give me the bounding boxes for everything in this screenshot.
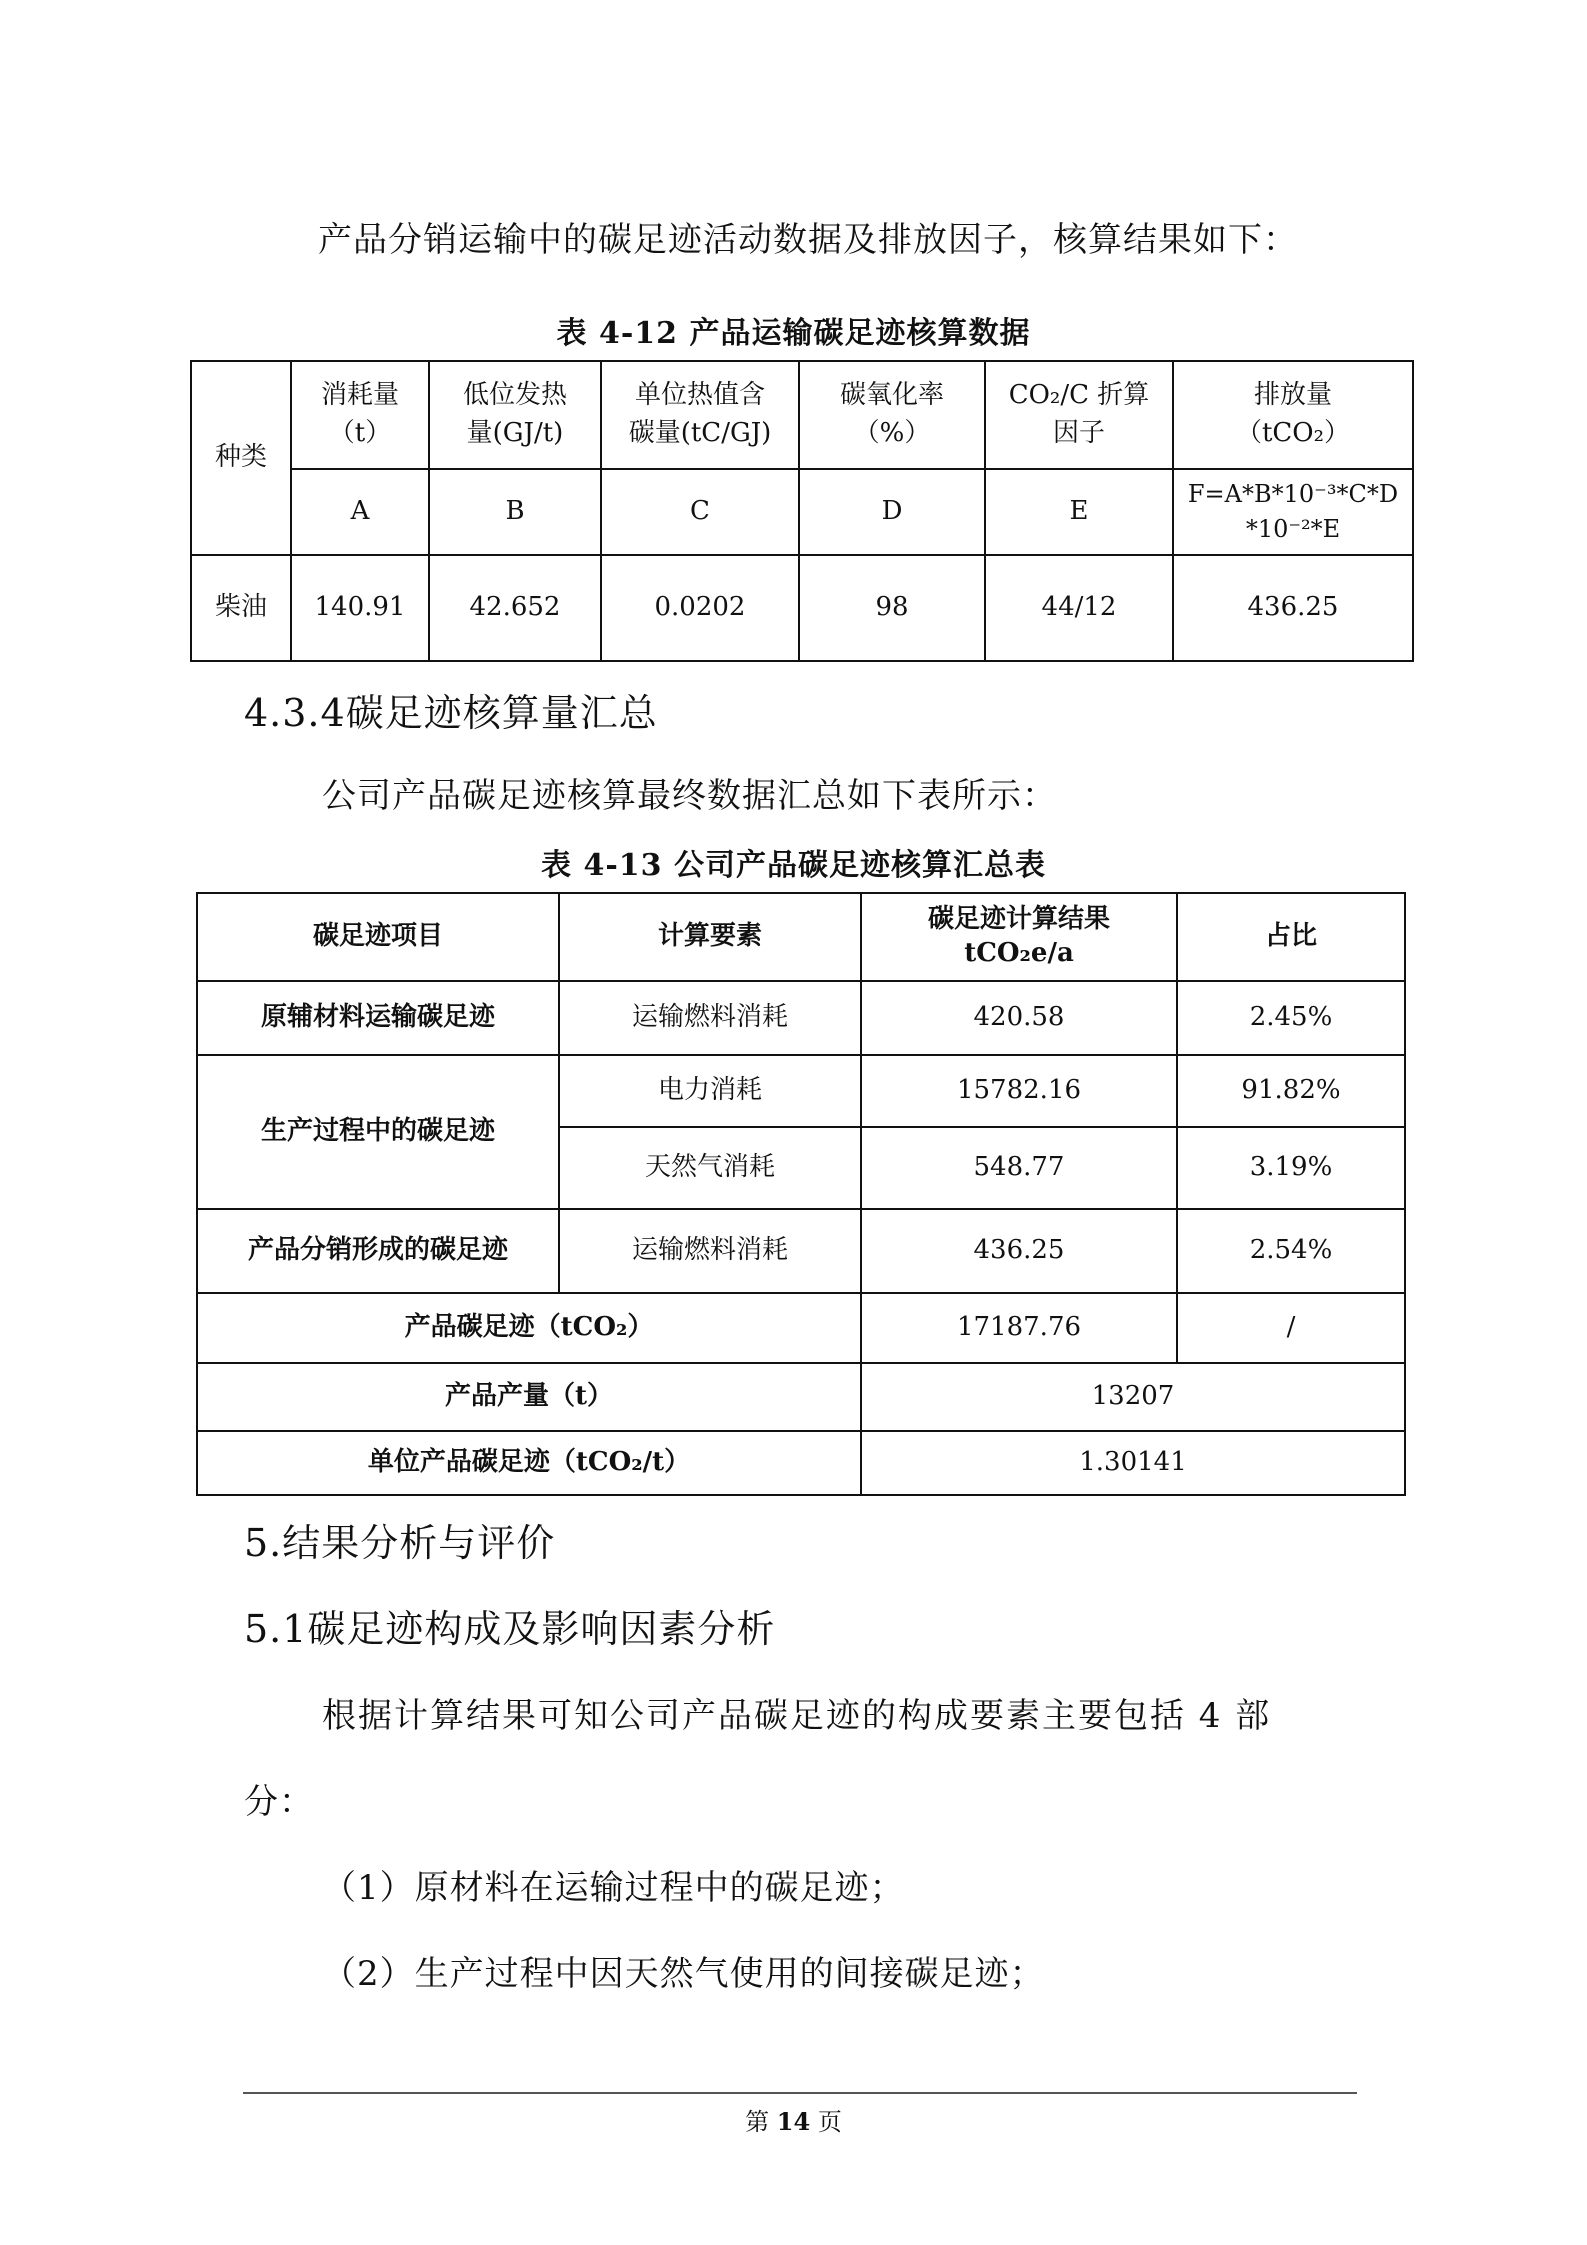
- result-cell: 436.25: [861, 1209, 1177, 1293]
- item-production-process: 生产过程中的碳足迹: [197, 1055, 559, 1209]
- header-item: 碳足迹项目: [197, 893, 559, 981]
- share-cell: 2.45%: [1177, 981, 1405, 1055]
- header-share: 占比: [1177, 893, 1405, 981]
- element-cell: 天然气消耗: [559, 1127, 861, 1209]
- item-product-distribution: 产品分销形成的碳足迹: [197, 1209, 559, 1293]
- list-item: （1）原材料在运输过程中的碳足迹；: [322, 1868, 905, 1908]
- total-value: 17187.76: [861, 1293, 1177, 1363]
- type-header: 种类: [191, 361, 291, 555]
- code-c: C: [601, 469, 799, 555]
- unit-footprint-value: 1.30141: [861, 1431, 1405, 1495]
- total-share: /: [1177, 1293, 1405, 1363]
- result-cell: 420.58: [861, 981, 1177, 1055]
- code-b: B: [429, 469, 601, 555]
- list-item: （2）生产过程中因天然气使用的间接碳足迹；: [322, 1954, 1045, 1994]
- share-cell: 91.82%: [1177, 1055, 1405, 1127]
- total-label: 产品碳足迹（tCO₂）: [197, 1293, 861, 1363]
- table-row: [197, 1055, 1405, 1127]
- table1-code-row: [191, 469, 1413, 555]
- oxidation-rate-value: 98: [799, 555, 985, 661]
- conversion-factor-value: 44/12: [985, 555, 1173, 661]
- header-consumption: 消耗量 （t）: [291, 361, 429, 469]
- unit-footprint-row: [197, 1431, 1405, 1495]
- formula-cell: F=A*B*10⁻³*C*D *10⁻²*E: [1173, 469, 1413, 555]
- ncv-value: 42.652: [429, 555, 601, 661]
- carbon-footprint-summary-table: [196, 892, 1406, 1496]
- page-footer: [0, 2102, 1587, 2137]
- header-conversion-factor: CO₂/C 折算 因子: [985, 361, 1173, 469]
- element-cell: 运输燃料消耗: [559, 981, 861, 1055]
- fuel-type: 柴油: [191, 555, 291, 661]
- item-raw-material-transport: 原辅材料运输碳足迹: [197, 981, 559, 1055]
- header-element: 计算要素: [559, 893, 861, 981]
- share-cell: 2.54%: [1177, 1209, 1405, 1293]
- carbon-content-value: 0.0202: [601, 555, 799, 661]
- header-ncv: 低位发热 量(GJ/t): [429, 361, 601, 469]
- intro-paragraph: 产品分销运输中的碳足迹活动数据及排放因子，核算结果如下：: [318, 220, 1298, 260]
- table1-caption: 表 4-12 产品运输碳足迹核算数据: [556, 316, 1031, 351]
- element-cell: 运输燃料消耗: [559, 1209, 861, 1293]
- header-oxidation-rate: 碳氧化率 （%）: [799, 361, 985, 469]
- header-carbon-content: 单位热值含 碳量(tC/GJ): [601, 361, 799, 469]
- transport-carbon-table: [190, 360, 1414, 662]
- header-emission: 排放量 （tCO₂）: [1173, 361, 1413, 469]
- header-result: 碳足迹计算结果 tCO₂e/a: [861, 893, 1177, 981]
- table1-header-row: [191, 361, 1413, 469]
- page-number: 14: [776, 2107, 811, 2136]
- total-row: [197, 1293, 1405, 1363]
- element-cell: 电力消耗: [559, 1055, 861, 1127]
- table-row: [197, 981, 1405, 1055]
- table2-caption: 表 4-13 公司产品碳足迹核算汇总表: [541, 848, 1046, 883]
- result-cell: 548.77: [861, 1127, 1177, 1209]
- footer-suffix: 页: [817, 2108, 842, 2136]
- unit-footprint-label: 单位产品碳足迹（tCO₂/t）: [197, 1431, 861, 1495]
- section-heading-5-1: 5.1碳足迹构成及影响因素分析: [244, 1607, 776, 1651]
- output-row: [197, 1363, 1405, 1431]
- code-d: D: [799, 469, 985, 555]
- table2-header-row: [197, 893, 1405, 981]
- result-cell: 15782.16: [861, 1055, 1177, 1127]
- footer-divider: [243, 2092, 1357, 2094]
- section-heading-4-3-4: 4.3.4碳足迹核算量汇总: [244, 691, 658, 735]
- emission-value: 436.25: [1173, 555, 1413, 661]
- code-e: E: [985, 469, 1173, 555]
- analysis-paragraph-line1: 根据计算结果可知公司产品碳足迹的构成要素主要包括 4 部: [322, 1696, 1272, 1736]
- summary-intro-paragraph: 公司产品碳足迹核算最终数据汇总如下表所示：: [322, 776, 1057, 816]
- consumption-value: 140.91: [291, 555, 429, 661]
- footer-prefix: 第: [745, 2108, 770, 2136]
- analysis-paragraph-line2: 分：: [244, 1782, 314, 1822]
- section-heading-5: 5.结果分析与评价: [244, 1521, 556, 1565]
- output-label: 产品产量（t）: [197, 1363, 861, 1431]
- table-row: [197, 1209, 1405, 1293]
- code-a: A: [291, 469, 429, 555]
- output-value: 13207: [861, 1363, 1405, 1431]
- table-row: [191, 555, 1413, 661]
- share-cell: 3.19%: [1177, 1127, 1405, 1209]
